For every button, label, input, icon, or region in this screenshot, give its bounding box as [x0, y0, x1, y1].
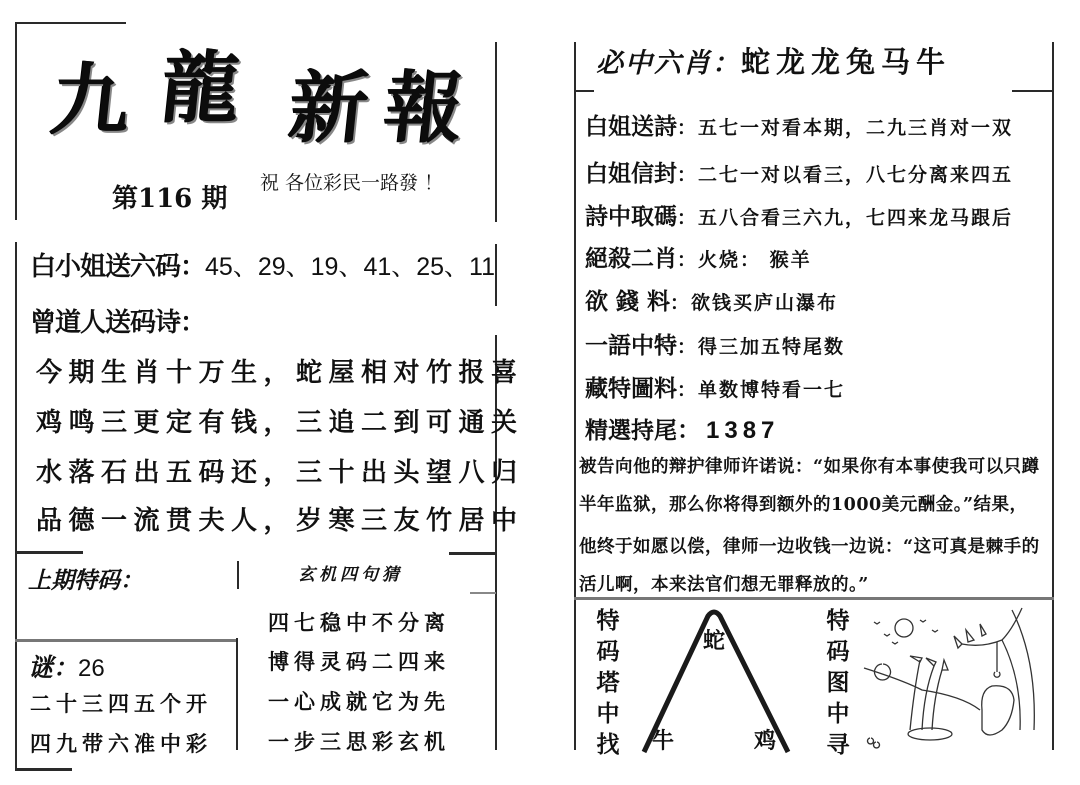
poem-line: 水落石出五码还，三十出头望八归 — [36, 458, 524, 488]
vertical-char: 图 — [826, 670, 850, 696]
masthead-left-border — [15, 22, 17, 220]
tower-top-zodiac: 蛇 — [703, 628, 726, 654]
issue-number: 第116 期 — [112, 184, 228, 214]
info-label: 詩中取碼 — [585, 204, 677, 230]
riddle-top-border — [15, 639, 237, 642]
six-codes-row — [30, 246, 495, 283]
info-value: ：二七一对以看三，八七分离来四五 — [677, 164, 1014, 186]
poem-line: 品德一流贯夫人，岁寒三友竹居中 — [36, 506, 524, 536]
info-item — [585, 370, 845, 403]
story-line: 他终于如愿以偿，律师一边收钱一边说：“这可真是棘手的 — [579, 537, 1040, 557]
vertical-char: 中 — [826, 701, 850, 727]
vertical-char: 码 — [826, 639, 850, 665]
right-page-right-border — [1052, 42, 1054, 750]
lower-divider-left — [15, 551, 83, 554]
guess-line: 一步三思彩玄机 — [268, 729, 450, 754]
info-item — [585, 283, 838, 316]
tower-vertical-text — [594, 606, 622, 761]
guess-line: 一心成就它为先 — [268, 689, 450, 714]
vertical-char: 特 — [826, 608, 850, 634]
header-tick-right — [1012, 90, 1054, 92]
story-line: 半年监狱，那么你将得到额外的1000美元酬金。”结果， — [579, 495, 1028, 515]
info-value: ：五七一对看本期，二九三肖对一双 — [677, 117, 1014, 139]
info-value: ：单数博特看一七 — [677, 379, 846, 401]
info-item — [585, 410, 779, 445]
guess-line: 博得灵码二四来 — [268, 649, 450, 674]
info-item — [585, 108, 1013, 141]
vertical-char: 特 — [596, 608, 620, 634]
info-item — [585, 198, 1013, 231]
info-value: ：火烧： 猴羊 — [677, 249, 812, 271]
title-char-1: 九 — [47, 55, 135, 146]
guess-divider — [470, 592, 496, 594]
body-right-border-top — [495, 244, 497, 306]
title-char-2: 龍 — [157, 43, 245, 134]
info-value: ：1387 — [677, 417, 780, 444]
riddle-value: 26 — [78, 655, 105, 682]
column-divider-top — [237, 561, 239, 589]
body-right-border — [495, 335, 497, 750]
riddle-row — [28, 648, 105, 684]
picture-vertical-text — [824, 606, 852, 761]
poem-line: 今期生肖十万生，蛇屋相对竹报喜 — [36, 358, 524, 388]
info-value: ：得三加五特尾数 — [677, 336, 846, 358]
guess-line: 四七稳中不分离 — [268, 610, 450, 635]
story-line: 被告向他的辩护律师许诺说：“如果你有本事使我可以只蹲 — [579, 457, 1040, 477]
riddle-label: 谜： — [28, 653, 79, 682]
info-label: 一語中特 — [585, 333, 677, 359]
info-value: ：五八合看三六九，七四来龙马跟后 — [677, 207, 1014, 229]
right-page-left-border — [574, 42, 576, 750]
title-char-4: 報 — [380, 63, 468, 154]
masthead-top-border — [15, 22, 126, 24]
info-item — [585, 240, 812, 273]
six-zodiac-label: 必中六肖： — [596, 48, 741, 79]
vertical-char: 找 — [596, 732, 620, 758]
info-label: 白姐送詩 — [585, 114, 677, 140]
six-zodiac-row — [596, 40, 951, 81]
title-char-3: 新 — [285, 63, 373, 154]
info-value: ：欲钱买庐山瀑布 — [670, 292, 839, 314]
vertical-char: 塔 — [596, 670, 620, 696]
poem-title: 曾道人送码诗： — [30, 308, 206, 338]
header-tick-left — [574, 90, 594, 92]
four-line-guess-title: 玄机四句猜 — [298, 565, 403, 585]
info-label: 精選持尾 — [585, 418, 677, 444]
poem-line: 鸡鸣三更定有钱，三追二到可通关 — [36, 408, 524, 438]
six-codes-numbers: 45、29、19、41、25、11 — [205, 253, 496, 281]
info-item — [585, 327, 845, 360]
riddle-line: 二十三四五个开 — [30, 691, 212, 716]
puzzle-picture-icon — [862, 600, 1050, 750]
info-label: 欲 錢 料 — [585, 289, 671, 315]
info-item — [585, 155, 1013, 188]
lower-divider-right — [449, 552, 496, 555]
riddle-line: 四九带六准中彩 — [30, 731, 212, 756]
six-codes-label: 白小姐送六码： — [30, 252, 206, 282]
tower-bottom-right-zodiac: 鸡 — [754, 728, 777, 754]
info-label: 絕殺二肖 — [585, 246, 677, 272]
last-special-label: 上期特码： — [28, 567, 143, 594]
masthead-right-border — [495, 42, 497, 222]
six-zodiac-value: 蛇龙龙兔马牛 — [741, 45, 952, 79]
vertical-char: 中 — [596, 701, 620, 727]
vertical-char: 寻 — [826, 732, 850, 758]
info-label: 藏特圖料 — [585, 376, 677, 402]
tower-bottom-left-zodiac: 牛 — [652, 728, 675, 754]
vertical-char: 码 — [596, 639, 620, 665]
story-line: 活儿啊，本来法官们想无罪释放的。” — [579, 575, 869, 595]
info-label: 白姐信封 — [585, 161, 677, 187]
body-left-border — [15, 242, 17, 770]
bottom-left-border — [15, 768, 72, 771]
wish-text: 祝 各位彩民一路發 ！ — [260, 172, 444, 194]
riddle-right-border — [236, 638, 238, 750]
